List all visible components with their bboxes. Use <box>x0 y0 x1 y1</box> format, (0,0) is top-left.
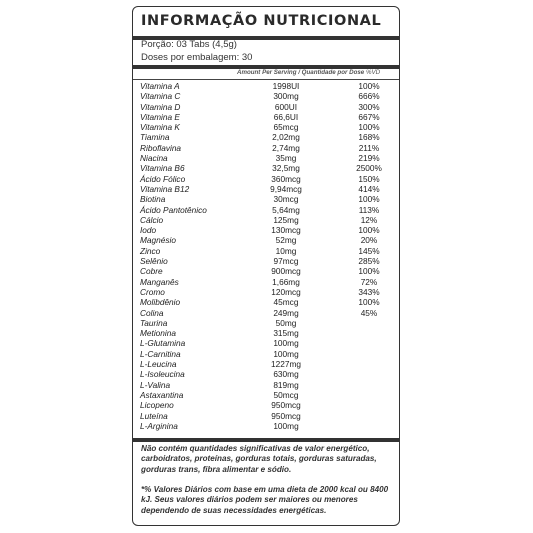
nutrient-amount: 65mcg <box>273 122 299 133</box>
nutrient-name: L-Glutamina <box>140 338 186 349</box>
nutrient-name: L-Arginina <box>140 420 178 431</box>
nutrient-row <box>133 163 399 173</box>
nutrient-row <box>133 277 399 287</box>
nutrient-amount: 9,94mcg <box>270 183 302 194</box>
nutrient-row <box>133 400 399 410</box>
nutrient-row <box>133 256 399 266</box>
nutrient-amount: 32,5mg <box>272 163 300 174</box>
nutrient-dv: 100% <box>358 225 380 236</box>
nutrient-name: Zinco <box>140 245 161 256</box>
nutrient-name: Manganês <box>140 276 179 287</box>
nutrient-row <box>133 143 399 153</box>
nutrient-name: Ácido Pantotênico <box>140 204 207 215</box>
nutrient-amount: 1227mg <box>271 359 301 370</box>
serving-info <box>141 39 252 64</box>
nutrient-row <box>133 205 399 215</box>
nutrient-name: Luteína <box>140 410 168 421</box>
nutrient-name: Taurina <box>140 317 168 328</box>
nutrient-amount: 66,6UI <box>273 111 299 122</box>
nutrient-amount: 35mg <box>275 153 297 164</box>
nutrient-name: Vitamina B12 <box>140 183 190 194</box>
nutrient-name: Vitamina A <box>140 81 180 91</box>
nutrient-amount: 819mg <box>273 379 299 390</box>
nutrient-dv: 145% <box>358 245 380 256</box>
nutrient-amount: 120mcg <box>271 286 301 297</box>
nutrient-name: Selênio <box>140 256 168 267</box>
footnote-insignificant: Não contém quantidades significativas de valor energético, carboidratos, proteínas, gorduras totais, gorduras saturadas, gorduras trans, fibra alimentar e sódio. <box>141 444 377 474</box>
nutrient-row <box>133 308 399 318</box>
nutrient-row <box>133 153 399 163</box>
nutrient-amount: 45mcg <box>273 297 299 308</box>
nutrient-dv: 12% <box>360 214 378 225</box>
nutrient-dv: 2500% <box>356 163 382 174</box>
nutrient-dv: 285% <box>358 256 380 267</box>
amount-header-en: Amount Per Serving <box>237 69 297 76</box>
nutrient-dv: 113% <box>358 204 380 215</box>
nutrient-amount: 5,64mg <box>272 204 300 215</box>
nutrient-name: Astaxantina <box>140 389 184 400</box>
nutrient-name: Iodo <box>140 225 157 236</box>
nutrient-row <box>133 338 399 348</box>
nutrient-amount: 900mcg <box>271 266 301 277</box>
nutrient-name: Vitamina K <box>140 122 180 133</box>
nutrient-dv: 45% <box>360 307 378 318</box>
nutrient-row <box>133 184 399 194</box>
nutrient-name: Ácido Fólico <box>140 173 186 184</box>
nutrient-name: Molibdênio <box>140 297 181 308</box>
nutrient-row <box>133 102 399 112</box>
nutrient-name: Colina <box>140 307 164 318</box>
nutrient-name: Cobre <box>140 266 163 277</box>
nutrient-row <box>133 287 399 297</box>
nutrient-amount: 30mcg <box>273 194 299 205</box>
nutrient-row <box>133 318 399 328</box>
nutrient-amount: 2,74mg <box>272 142 300 153</box>
nutrient-amount: 600UI <box>274 101 298 112</box>
column-header <box>133 68 399 78</box>
nutrient-amount: 10mg <box>275 245 297 256</box>
nutrient-row <box>133 369 399 379</box>
nutrient-amount: 1998UI <box>272 81 300 91</box>
nutrient-row <box>133 421 399 431</box>
nutrient-row <box>133 215 399 225</box>
nutrient-amount: 315mg <box>273 328 299 339</box>
nutrient-row <box>133 91 399 101</box>
nutrient-amount: 249mg <box>273 307 299 318</box>
nutrient-row <box>133 235 399 245</box>
nutrient-name: Vitamina D <box>140 101 181 112</box>
nutrient-row <box>133 174 399 184</box>
nutrient-amount: 50mcg <box>273 389 299 400</box>
nutrient-row <box>133 194 399 204</box>
nutrient-row <box>133 359 399 369</box>
nutrient-dv: 150% <box>358 173 380 184</box>
nutrient-name: Niacina <box>140 153 168 164</box>
nutrient-amount: 2,02mg <box>272 132 300 143</box>
nutrient-dv: 300% <box>358 101 380 112</box>
nutrient-amount: 130mcg <box>271 225 301 236</box>
nutrient-name: Vitamina B6 <box>140 163 185 174</box>
nutrient-dv: 20% <box>360 235 378 246</box>
nutrient-row <box>133 390 399 400</box>
nutrient-row <box>133 246 399 256</box>
footnote-daily-values: *% Valores Diários com base em uma dieta de 2000 kcal ou 8400 kJ. Seus valores diários podem ser maiores ou menores dependendo de suas necessidades energéticas. <box>141 485 389 515</box>
nutrient-amount: 300mg <box>273 91 299 102</box>
nutrient-name: Vitamina C <box>140 91 181 102</box>
nutrient-row <box>133 112 399 122</box>
nutrient-dv: 667% <box>358 111 380 122</box>
nutrient-amount: 125mg <box>273 214 299 225</box>
nutrient-amount: 52mg <box>275 235 297 246</box>
nutrient-dv: 100% <box>358 297 380 308</box>
nutrient-name: L-Isoleucina <box>140 369 185 380</box>
panel-title: INFORMAÇÃO NUTRICIONAL <box>141 13 382 29</box>
header-divider <box>133 79 399 80</box>
nutrient-dv: 100% <box>358 81 380 91</box>
nutrient-name: Licopeno <box>140 400 174 411</box>
nutrient-row <box>133 132 399 142</box>
nutrient-amount: 630mg <box>273 369 299 380</box>
nutrient-amount: 100mg <box>273 420 299 431</box>
nutrient-row <box>133 380 399 390</box>
nutrient-row <box>133 297 399 307</box>
nutrient-amount: 100mg <box>273 348 299 359</box>
table-divider <box>133 438 399 442</box>
nutrient-dv: 414% <box>358 183 380 194</box>
nutrient-name: Biotina <box>140 194 166 205</box>
nutrient-row <box>133 349 399 359</box>
nutrient-dv: 100% <box>358 194 380 205</box>
nutrient-dv: 100% <box>358 266 380 277</box>
nutrient-name: L-Leucina <box>140 359 177 370</box>
nutrient-dv: 100% <box>358 122 380 133</box>
nutrient-dv: 219% <box>358 153 380 164</box>
nutrient-dv: 211% <box>358 142 380 153</box>
nutrient-name: L-Carnitina <box>140 348 181 359</box>
nutrient-row <box>133 328 399 338</box>
nutrient-dv: 666% <box>358 91 380 102</box>
nutrient-amount: 100mg <box>273 338 299 349</box>
nutrient-name: Vitamina E <box>140 111 180 122</box>
nutrient-name: Cálcio <box>140 214 164 225</box>
nutrient-row <box>133 411 399 421</box>
nutrient-amount: 97mcg <box>273 256 299 267</box>
amount-header: Amount Per Serving / Quantidade por Dose <box>237 69 365 76</box>
nutrient-name: Magnésio <box>140 235 176 246</box>
dv-header: %VD <box>366 69 381 76</box>
doses-text: Doses por embalagem: 30 <box>141 51 253 63</box>
nutrient-amount: 950mcg <box>271 400 301 411</box>
nutrient-dv: 168% <box>358 132 380 143</box>
nutrient-row <box>133 225 399 235</box>
nutrient-name: Metionina <box>140 328 176 339</box>
nutrient-amount: 360mcg <box>271 173 301 184</box>
nutrient-amount: 1,66mg <box>272 276 300 287</box>
nutrient-amount: 50mg <box>275 317 297 328</box>
nutrient-name: Cromo <box>140 286 165 297</box>
nutrient-row <box>133 81 399 91</box>
nutrient-row <box>133 122 399 132</box>
portion-text: Porção: 03 Tabs (4,5g) <box>141 39 237 50</box>
amount-header-pt: Quantidade por Dose <box>301 69 365 76</box>
nutrient-name: Riboflavina <box>140 142 182 153</box>
nutrient-name: L-Valina <box>140 379 171 390</box>
nutrient-name: Tiamina <box>140 132 170 143</box>
nutrient-dv: 72% <box>360 276 378 287</box>
nutrient-table <box>133 81 399 431</box>
nutrition-facts-panel <box>132 6 400 526</box>
nutrient-amount: 950mcg <box>271 410 301 421</box>
nutrient-dv: 343% <box>358 286 380 297</box>
nutrient-row <box>133 266 399 276</box>
